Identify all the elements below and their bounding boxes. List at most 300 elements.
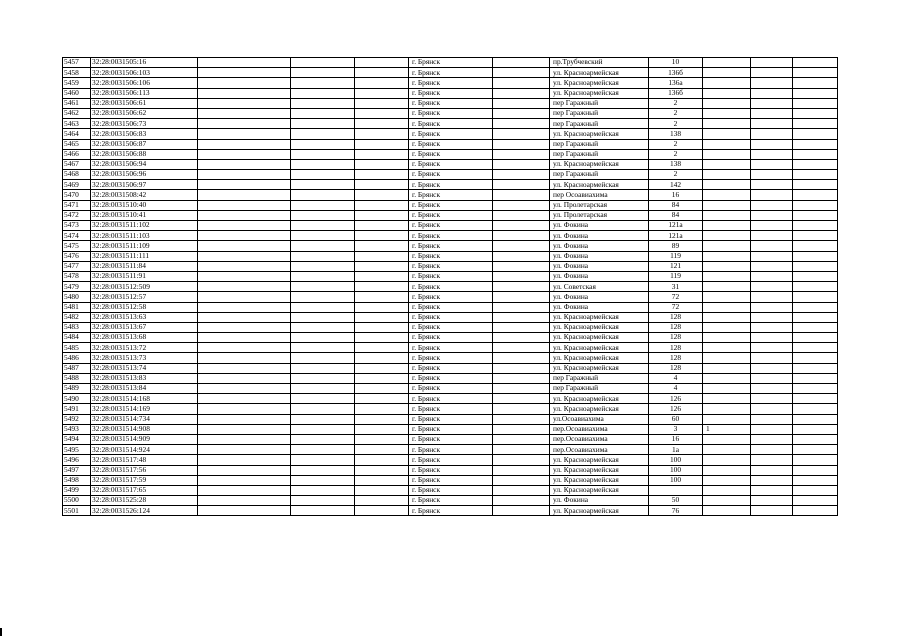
table-row — [63, 210, 838, 220]
empty-cell — [291, 221, 355, 231]
empty-cell — [751, 394, 793, 404]
empty-cell — [198, 496, 291, 506]
empty-cell — [793, 445, 838, 455]
empty-cell — [198, 353, 291, 363]
empty-cell — [291, 129, 355, 139]
row-number: 5473 — [63, 221, 91, 231]
empty-cell — [355, 455, 409, 465]
empty-cell — [198, 149, 291, 159]
empty-cell — [751, 170, 793, 180]
cadastral-number: 32:28:0031514:169 — [91, 404, 198, 414]
street-cell: пер Гаражный — [550, 384, 649, 394]
city-cell: г. Брянск — [409, 424, 493, 434]
building-cell — [703, 292, 751, 302]
empty-cell — [198, 119, 291, 129]
city-cell: г. Брянск — [409, 302, 493, 312]
building-cell — [703, 210, 751, 220]
empty-cell — [751, 159, 793, 169]
empty-cell — [493, 98, 550, 108]
empty-cell — [793, 210, 838, 220]
table-row — [63, 414, 838, 424]
empty-cell — [493, 170, 550, 180]
empty-cell — [751, 261, 793, 271]
street-cell: ул. Фокина — [550, 231, 649, 241]
table-row — [63, 312, 838, 322]
empty-cell — [793, 98, 838, 108]
empty-cell — [751, 190, 793, 200]
empty-cell — [793, 394, 838, 404]
table-row — [63, 129, 838, 139]
house-number-cell — [649, 485, 703, 495]
table-row — [63, 180, 838, 190]
empty-cell — [751, 384, 793, 394]
empty-cell — [198, 241, 291, 251]
street-cell: ул. Красноармейская — [550, 78, 649, 88]
building-cell — [703, 333, 751, 343]
building-cell — [703, 363, 751, 373]
city-cell: г. Брянск — [409, 159, 493, 169]
table-row — [63, 394, 838, 404]
empty-cell — [291, 210, 355, 220]
empty-cell — [198, 159, 291, 169]
empty-cell — [493, 119, 550, 129]
cadastral-number: 32:28:0031506:83 — [91, 129, 198, 139]
street-cell: ул. Красноармейская — [550, 312, 649, 322]
building-cell — [703, 88, 751, 98]
building-cell — [703, 180, 751, 190]
empty-cell — [751, 445, 793, 455]
house-number-cell: 10 — [649, 58, 703, 68]
cadastral-number: 32:28:0031513:73 — [91, 353, 198, 363]
city-cell: г. Брянск — [409, 282, 493, 292]
house-number-cell: 128 — [649, 333, 703, 343]
cadastral-number: 32:28:0031526:124 — [91, 506, 198, 516]
empty-cell — [793, 404, 838, 414]
city-cell: г. Брянск — [409, 434, 493, 444]
empty-cell — [198, 251, 291, 261]
empty-cell — [751, 78, 793, 88]
street-cell: ул. Советская — [550, 282, 649, 292]
city-cell: г. Брянск — [409, 485, 493, 495]
empty-cell — [793, 485, 838, 495]
building-cell — [703, 465, 751, 475]
empty-cell — [355, 363, 409, 373]
empty-cell — [751, 210, 793, 220]
house-number-cell: 31 — [649, 282, 703, 292]
building-cell — [703, 434, 751, 444]
empty-cell — [198, 434, 291, 444]
cadastral-number: 32:28:0031510:40 — [91, 200, 198, 210]
house-number-cell: 100 — [649, 465, 703, 475]
row-number: 5501 — [63, 506, 91, 516]
table-row — [63, 231, 838, 241]
row-number: 5494 — [63, 434, 91, 444]
row-number: 5459 — [63, 78, 91, 88]
empty-cell — [355, 333, 409, 343]
city-cell: г. Брянск — [409, 496, 493, 506]
empty-cell — [198, 282, 291, 292]
street-cell: ул. Красноармейская — [550, 333, 649, 343]
street-cell: ул. Красноармейская — [550, 159, 649, 169]
empty-cell — [751, 88, 793, 98]
building-cell — [703, 343, 751, 353]
street-cell: ул. Фокина — [550, 241, 649, 251]
empty-cell — [291, 180, 355, 190]
cadastral-number: 32:28:0031512:509 — [91, 282, 198, 292]
empty-cell — [793, 241, 838, 251]
empty-cell — [355, 322, 409, 332]
empty-cell — [793, 261, 838, 271]
empty-cell — [198, 292, 291, 302]
empty-cell — [198, 139, 291, 149]
empty-cell — [751, 180, 793, 190]
empty-cell — [793, 282, 838, 292]
building-cell — [703, 68, 751, 78]
empty-cell — [355, 424, 409, 434]
street-cell: пер Гаражный — [550, 98, 649, 108]
empty-cell — [493, 78, 550, 88]
property-register-table — [62, 57, 838, 516]
row-number: 5466 — [63, 149, 91, 159]
table-row — [63, 455, 838, 465]
empty-cell — [355, 170, 409, 180]
table-row — [63, 241, 838, 251]
cadastral-number: 32:28:0031511:102 — [91, 221, 198, 231]
cadastral-number: 32:28:0031517:48 — [91, 455, 198, 465]
empty-cell — [198, 475, 291, 485]
empty-cell — [291, 414, 355, 424]
city-cell: г. Брянск — [409, 190, 493, 200]
empty-cell — [198, 261, 291, 271]
street-cell: ул. Красноармейская — [550, 455, 649, 465]
building-cell — [703, 98, 751, 108]
row-number: 5496 — [63, 455, 91, 465]
empty-cell — [493, 455, 550, 465]
empty-cell — [493, 353, 550, 363]
table-row — [63, 221, 838, 231]
house-number-cell: 128 — [649, 322, 703, 332]
building-cell — [703, 129, 751, 139]
empty-cell — [751, 251, 793, 261]
empty-cell — [198, 506, 291, 516]
city-cell: г. Брянск — [409, 88, 493, 98]
empty-cell — [493, 445, 550, 455]
row-number: 5491 — [63, 404, 91, 414]
empty-cell — [355, 221, 409, 231]
house-number-cell: 126 — [649, 404, 703, 414]
cadastral-number: 32:28:0031511:111 — [91, 251, 198, 261]
empty-cell — [355, 353, 409, 363]
street-cell: ул. Красноармейская — [550, 465, 649, 475]
empty-cell — [751, 58, 793, 68]
row-number: 5479 — [63, 282, 91, 292]
cadastral-number: 32:28:0031514:734 — [91, 414, 198, 424]
empty-cell — [198, 231, 291, 241]
house-number-cell: 100 — [649, 475, 703, 485]
building-cell — [703, 322, 751, 332]
city-cell: г. Брянск — [409, 333, 493, 343]
table-row — [63, 261, 838, 271]
table-row — [63, 496, 838, 506]
table-row — [63, 302, 838, 312]
house-number-cell: 4 — [649, 373, 703, 383]
empty-cell — [751, 465, 793, 475]
empty-cell — [793, 159, 838, 169]
empty-cell — [793, 88, 838, 98]
table-row — [63, 292, 838, 302]
house-number-cell: 136б — [649, 68, 703, 78]
city-cell: г. Брянск — [409, 68, 493, 78]
building-cell — [703, 190, 751, 200]
building-cell — [703, 78, 751, 88]
row-number: 5468 — [63, 170, 91, 180]
cadastral-number: 32:28:0031511:109 — [91, 241, 198, 251]
empty-cell — [355, 180, 409, 190]
empty-cell — [198, 302, 291, 312]
cadastral-number: 32:28:0031506:87 — [91, 139, 198, 149]
row-number: 5465 — [63, 139, 91, 149]
empty-cell — [793, 78, 838, 88]
empty-cell — [793, 190, 838, 200]
empty-cell — [751, 231, 793, 241]
street-cell: ул. Фокина — [550, 271, 649, 281]
house-number-cell: 1а — [649, 445, 703, 455]
row-number: 5472 — [63, 210, 91, 220]
empty-cell — [793, 221, 838, 231]
building-cell — [703, 312, 751, 322]
cadastral-number: 32:28:0031513:68 — [91, 333, 198, 343]
empty-cell — [793, 373, 838, 383]
table-row — [63, 271, 838, 281]
empty-cell — [291, 343, 355, 353]
empty-cell — [291, 302, 355, 312]
empty-cell — [355, 312, 409, 322]
empty-cell — [198, 170, 291, 180]
row-number: 5471 — [63, 200, 91, 210]
scan-edge-mark — [0, 628, 2, 636]
empty-cell — [793, 170, 838, 180]
empty-cell — [355, 485, 409, 495]
empty-cell — [793, 292, 838, 302]
empty-cell — [793, 465, 838, 475]
empty-cell — [291, 373, 355, 383]
row-number: 5486 — [63, 353, 91, 363]
empty-cell — [493, 384, 550, 394]
cadastral-number: 32:28:0031517:59 — [91, 475, 198, 485]
empty-cell — [291, 485, 355, 495]
table-row — [63, 159, 838, 169]
empty-cell — [493, 292, 550, 302]
empty-cell — [291, 496, 355, 506]
house-number-cell: 121а — [649, 221, 703, 231]
street-cell: ул. Фокина — [550, 251, 649, 261]
empty-cell — [198, 363, 291, 373]
empty-cell — [291, 98, 355, 108]
building-cell: 1 — [703, 424, 751, 434]
city-cell: г. Брянск — [409, 384, 493, 394]
table-row — [63, 445, 838, 455]
row-number: 5474 — [63, 231, 91, 241]
building-cell — [703, 271, 751, 281]
empty-cell — [751, 271, 793, 281]
empty-cell — [493, 404, 550, 414]
row-number: 5470 — [63, 190, 91, 200]
empty-cell — [291, 241, 355, 251]
building-cell — [703, 282, 751, 292]
empty-cell — [493, 180, 550, 190]
city-cell: г. Брянск — [409, 149, 493, 159]
house-number-cell: 2 — [649, 108, 703, 118]
row-number: 5492 — [63, 414, 91, 424]
house-number-cell: 2 — [649, 170, 703, 180]
street-cell: ул. Красноармейская — [550, 129, 649, 139]
empty-cell — [198, 414, 291, 424]
empty-cell — [291, 292, 355, 302]
street-cell: ул. Красноармейская — [550, 88, 649, 98]
empty-cell — [493, 129, 550, 139]
empty-cell — [751, 98, 793, 108]
empty-cell — [493, 312, 550, 322]
table-row — [63, 475, 838, 485]
empty-cell — [751, 241, 793, 251]
city-cell: г. Брянск — [409, 414, 493, 424]
street-cell: пер Гаражный — [550, 149, 649, 159]
row-number: 5469 — [63, 180, 91, 190]
empty-cell — [793, 353, 838, 363]
row-number: 5478 — [63, 271, 91, 281]
table-row — [63, 170, 838, 180]
street-cell: ул. Фокина — [550, 261, 649, 271]
empty-cell — [493, 282, 550, 292]
city-cell: г. Брянск — [409, 200, 493, 210]
empty-cell — [198, 129, 291, 139]
cadastral-number: 32:28:0031506:106 — [91, 78, 198, 88]
street-cell: пер Гаражный — [550, 119, 649, 129]
house-number-cell: 136а — [649, 78, 703, 88]
building-cell — [703, 496, 751, 506]
empty-cell — [291, 404, 355, 414]
city-cell: г. Брянск — [409, 292, 493, 302]
empty-cell — [751, 139, 793, 149]
building-cell — [703, 485, 751, 495]
street-cell: ул. Красноармейская — [550, 343, 649, 353]
empty-cell — [355, 190, 409, 200]
house-number-cell: 4 — [649, 384, 703, 394]
row-number: 5481 — [63, 302, 91, 312]
empty-cell — [291, 231, 355, 241]
empty-cell — [793, 119, 838, 129]
empty-cell — [793, 333, 838, 343]
empty-cell — [751, 302, 793, 312]
table-row — [63, 119, 838, 129]
empty-cell — [751, 292, 793, 302]
empty-cell — [291, 363, 355, 373]
row-number: 5485 — [63, 343, 91, 353]
building-cell — [703, 58, 751, 68]
empty-cell — [493, 333, 550, 343]
city-cell: г. Брянск — [409, 271, 493, 281]
house-number-cell: 121а — [649, 231, 703, 241]
empty-cell — [291, 108, 355, 118]
street-cell: ул. Фокина — [550, 496, 649, 506]
row-number: 5463 — [63, 119, 91, 129]
house-number-cell: 128 — [649, 353, 703, 363]
city-cell: г. Брянск — [409, 373, 493, 383]
empty-cell — [355, 506, 409, 516]
street-cell: пер.Осоавиахима — [550, 434, 649, 444]
table-row — [63, 68, 838, 78]
empty-cell — [198, 333, 291, 343]
table-row — [63, 78, 838, 88]
street-cell: пер.Осоавиахима — [550, 445, 649, 455]
empty-cell — [355, 343, 409, 353]
empty-cell — [198, 445, 291, 455]
house-number-cell: 121 — [649, 261, 703, 271]
empty-cell — [355, 261, 409, 271]
city-cell: г. Брянск — [409, 312, 493, 322]
empty-cell — [493, 210, 550, 220]
empty-cell — [793, 108, 838, 118]
street-cell: ул. Пролетарская — [550, 200, 649, 210]
empty-cell — [493, 261, 550, 271]
table-row — [63, 108, 838, 118]
cadastral-number: 32:28:0031514:909 — [91, 434, 198, 444]
building-cell — [703, 506, 751, 516]
empty-cell — [198, 108, 291, 118]
empty-cell — [355, 282, 409, 292]
cadastral-number: 32:28:0031506:62 — [91, 108, 198, 118]
house-number-cell: 50 — [649, 496, 703, 506]
empty-cell — [493, 190, 550, 200]
empty-cell — [291, 322, 355, 332]
building-cell — [703, 455, 751, 465]
empty-cell — [198, 373, 291, 383]
empty-cell — [198, 322, 291, 332]
empty-cell — [493, 200, 550, 210]
street-cell: ул. Красноармейская — [550, 363, 649, 373]
street-cell: пер Осоавиахима — [550, 190, 649, 200]
city-cell: г. Брянск — [409, 98, 493, 108]
street-cell: ул. Красноармейская — [550, 353, 649, 363]
building-cell — [703, 139, 751, 149]
empty-cell — [355, 68, 409, 78]
empty-cell — [291, 88, 355, 98]
empty-cell — [355, 139, 409, 149]
empty-cell — [355, 88, 409, 98]
empty-cell — [355, 108, 409, 118]
street-cell: ул. Красноармейская — [550, 506, 649, 516]
street-cell: ул. Красноармейская — [550, 475, 649, 485]
cadastral-number: 32:28:0031506:73 — [91, 119, 198, 129]
cadastral-number: 32:28:0031510:41 — [91, 210, 198, 220]
city-cell: г. Брянск — [409, 241, 493, 251]
empty-cell — [493, 302, 550, 312]
empty-cell — [355, 394, 409, 404]
house-number-cell: 72 — [649, 302, 703, 312]
house-number-cell: 100 — [649, 455, 703, 465]
city-cell: г. Брянск — [409, 170, 493, 180]
empty-cell — [751, 475, 793, 485]
empty-cell — [198, 88, 291, 98]
empty-cell — [793, 414, 838, 424]
empty-cell — [355, 302, 409, 312]
house-number-cell: 142 — [649, 180, 703, 190]
city-cell: г. Брянск — [409, 261, 493, 271]
street-cell: ул. Фокина — [550, 292, 649, 302]
empty-cell — [493, 465, 550, 475]
empty-cell — [198, 384, 291, 394]
street-cell: пер Гаражный — [550, 108, 649, 118]
